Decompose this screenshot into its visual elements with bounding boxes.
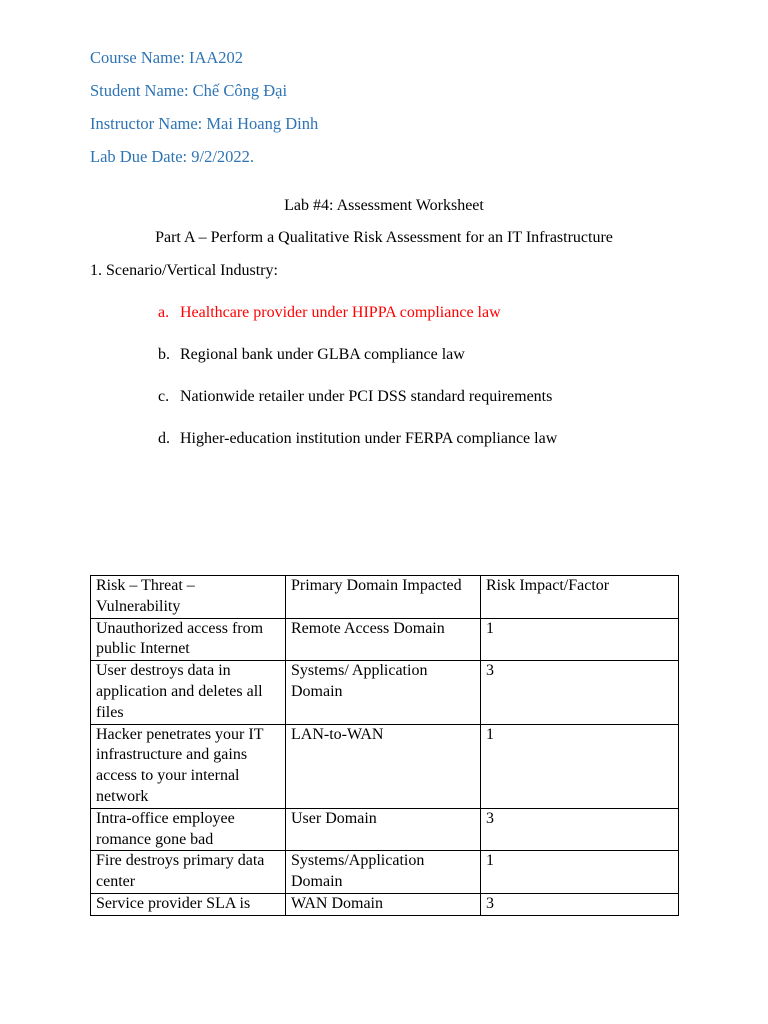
impact-cell: 3 [481, 808, 679, 851]
risk-cell: Hacker penetrates your IT infrastructure and gains access to your internal network [91, 724, 286, 808]
table-row [91, 851, 679, 894]
domain-cell: Systems/Application Domain [286, 851, 481, 894]
option-letter: b. [158, 346, 170, 363]
domain-cell: User Domain [286, 808, 481, 851]
table-header-row [91, 576, 679, 619]
impact-cell: 1 [481, 724, 679, 808]
table-row [91, 808, 679, 851]
option-letter: a. [158, 304, 170, 321]
option-b [158, 346, 465, 364]
option-c [158, 388, 552, 406]
option-letter: c. [158, 388, 170, 405]
option-text: Healthcare provider under HIPPA compliance law [180, 304, 501, 321]
option-text: Higher-education institution under FERPA compliance law [180, 430, 558, 447]
student-name: Student Name: Chế Công Đại [90, 81, 288, 100]
option-a [158, 304, 501, 322]
course-name: Course Name: IAA202 [90, 48, 244, 67]
domain-cell: WAN Domain [286, 893, 481, 915]
header-primary-domain: Primary Domain Impacted [286, 576, 481, 619]
header-risk-threat: Risk – Threat – Vulnerability [91, 576, 286, 619]
table-row [91, 893, 679, 915]
risk-cell: Intra-office employee romance gone bad [91, 808, 286, 851]
impact-cell: 3 [481, 661, 679, 724]
option-letter: d. [158, 430, 170, 447]
part-a-heading: Part A – Perform a Qualitative Risk Assessment for an IT Infrastructure [155, 229, 613, 246]
instructor-name: Instructor Name: Mai Hoang Dinh [90, 114, 319, 133]
impact-cell: 1 [481, 618, 679, 661]
impact-cell: 1 [481, 851, 679, 894]
risk-cell: Unauthorized access from public Internet [91, 618, 286, 661]
risk-cell: Fire destroys primary data center [91, 851, 286, 894]
table-row [91, 618, 679, 661]
risk-cell: Service provider SLA is [91, 893, 286, 915]
lab-due-date: Lab Due Date: 9/2/2022. [90, 147, 255, 166]
domain-cell: LAN-to-WAN [286, 724, 481, 808]
risk-cell: User destroys data in application and deletes all files [91, 661, 286, 724]
impact-cell: 3 [481, 893, 679, 915]
option-text: Regional bank under GLBA compliance law [180, 346, 465, 363]
worksheet-title: Lab #4: Assessment Worksheet [284, 197, 484, 214]
domain-cell: Systems/ Application Domain [286, 661, 481, 724]
table-row [91, 724, 679, 808]
option-text: Nationwide retailer under PCI DSS standard requirements [180, 388, 553, 405]
table-row [91, 661, 679, 724]
header-risk-impact: Risk Impact/Factor [481, 576, 679, 619]
option-d [158, 430, 557, 448]
scenario-question: 1. Scenario/Vertical Industry: [90, 262, 278, 279]
domain-cell: Remote Access Domain [286, 618, 481, 661]
risk-assessment-table [90, 575, 679, 916]
